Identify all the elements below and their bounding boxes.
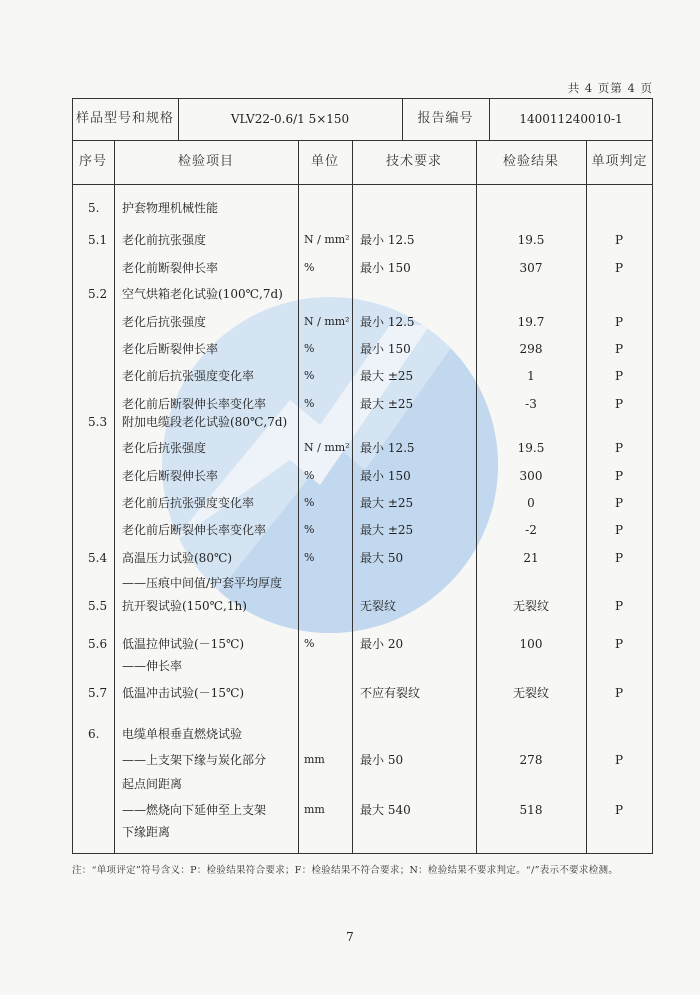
row-result: 1 (527, 369, 535, 383)
row-result: 19.5 (517, 441, 545, 455)
row-requirement: 不应有裂纹 (360, 686, 421, 700)
row-result: 300 (519, 469, 543, 483)
divider (72, 140, 653, 141)
row-unit: % (304, 637, 315, 650)
row-unit: N / mm² (304, 441, 350, 454)
row-requirement: 最大 50 (360, 551, 404, 565)
row-result: 518 (519, 803, 543, 817)
row-verdict: P (614, 261, 624, 275)
row-result: 19.7 (517, 315, 545, 329)
row-verdict: P (614, 441, 624, 455)
page-counter: 共 4 页第 4 页 (567, 81, 653, 95)
row-requirement: 最大 ±25 (360, 496, 414, 510)
row-verdict: P (614, 496, 624, 510)
row-item: 老化前后断裂伸长率变化率 (122, 397, 267, 411)
row-result: 0 (527, 496, 535, 510)
row-verdict: P (614, 551, 624, 565)
column-header: 单项判定 (591, 154, 648, 169)
row-requirement: 最大 ±25 (360, 369, 414, 383)
row-item: 高温压力试验(80℃) (122, 551, 233, 565)
row-requirement: 无裂纹 (360, 599, 397, 613)
row-item: 护套物理机械性能 (122, 201, 219, 215)
column-header: 检验结果 (502, 154, 559, 169)
row-unit: % (304, 551, 315, 564)
row-unit: N / mm² (304, 315, 350, 328)
model-label: 样品型号和规格 (75, 111, 174, 126)
row-item: 起点间距离 (122, 777, 183, 791)
divider (114, 140, 115, 854)
row-item: 老化后抗张强度 (122, 441, 207, 455)
row-item: ——伸长率 (122, 659, 183, 673)
row-item: 老化后断裂伸长率 (122, 469, 219, 483)
row-verdict: P (614, 523, 624, 537)
row-number: 5.3 (88, 415, 108, 429)
row-item: ——压痕中间值/护套平均厚度 (122, 576, 283, 590)
row-verdict: P (614, 397, 624, 411)
row-verdict: P (614, 753, 624, 767)
row-item: 附加电缆段老化试验(80℃,7d) (122, 415, 288, 429)
row-requirement: 最小 20 (360, 637, 404, 651)
row-verdict: P (614, 686, 624, 700)
row-result: 278 (519, 753, 543, 767)
row-item: 老化前断裂伸长率 (122, 261, 219, 275)
row-number: 5.6 (88, 637, 108, 651)
divider (72, 184, 653, 185)
report-label: 报告编号 (417, 111, 474, 126)
row-number: 5.4 (88, 551, 108, 565)
row-requirement: 最小 12.5 (360, 315, 415, 329)
row-unit: mm (304, 803, 325, 816)
row-unit: % (304, 469, 315, 482)
row-verdict: P (614, 599, 624, 613)
row-number: 5.5 (88, 599, 108, 613)
row-unit: % (304, 342, 315, 355)
divider (352, 140, 353, 854)
row-number: 5. (88, 201, 100, 215)
row-unit: % (304, 397, 315, 410)
row-item: 老化后断裂伸长率 (122, 342, 219, 356)
row-unit: % (304, 523, 315, 536)
row-requirement: 最小 50 (360, 753, 404, 767)
row-requirement: 最大 ±25 (360, 523, 414, 537)
row-item: 电缆单根垂直燃烧试验 (122, 727, 243, 741)
row-result: -3 (525, 397, 537, 411)
row-result: 无裂纹 (512, 599, 549, 613)
row-requirement: 最大 ±25 (360, 397, 414, 411)
row-item: ——上支架下缘与炭化部分 (122, 753, 267, 767)
row-verdict: P (614, 469, 624, 483)
row-item: 低温冲击试验(－15℃) (122, 686, 245, 700)
row-requirement: 最小 150 (360, 261, 411, 275)
row-number: 5.7 (88, 686, 108, 700)
divider (298, 140, 299, 854)
row-item: 老化前后抗张强度变化率 (122, 369, 255, 383)
row-unit: % (304, 261, 315, 274)
row-number: 5.1 (88, 233, 108, 247)
row-item: ——燃烧向下延伸至上支架 (122, 803, 267, 817)
row-item: 老化前抗张强度 (122, 233, 207, 247)
row-requirement: 最小 12.5 (360, 441, 415, 455)
row-item: 低温拉伸试验(－15℃) (122, 637, 245, 651)
page-number: 7 (346, 930, 354, 944)
column-header: 序号 (78, 154, 107, 169)
row-result: 307 (519, 261, 543, 275)
footnote: 注：“单项评定”符号含义：P：检验结果符合要求；F：检验结果不符合要求；N：检验结果不要求判定。“/”表示不要求检测。 (72, 865, 619, 876)
row-verdict: P (614, 315, 624, 329)
row-verdict: P (614, 369, 624, 383)
row-result: 无裂纹 (512, 686, 549, 700)
row-item: 抗开裂试验(150℃,1h) (122, 599, 247, 613)
row-result: 298 (519, 342, 543, 356)
row-item: 老化前后断裂伸长率变化率 (122, 523, 267, 537)
row-verdict: P (614, 233, 624, 247)
row-item: 下缘距离 (122, 825, 171, 839)
row-verdict: P (614, 342, 624, 356)
row-item: 老化前后抗张强度变化率 (122, 496, 255, 510)
column-header: 检验项目 (177, 154, 234, 169)
row-verdict: P (614, 637, 624, 651)
row-unit: % (304, 369, 315, 382)
row-number: 5.2 (88, 287, 108, 301)
row-item: 老化后抗张强度 (122, 315, 207, 329)
column-header: 单位 (310, 154, 339, 169)
report-table (72, 98, 653, 854)
row-result: 100 (519, 637, 543, 651)
row-requirement: 最小 150 (360, 469, 411, 483)
row-result: -2 (525, 523, 537, 537)
row-unit: N / mm² (304, 233, 350, 246)
row-requirement: 最小 12.5 (360, 233, 415, 247)
row-result: 19.5 (517, 233, 545, 247)
report-value: 140011240010-1 (519, 112, 623, 126)
column-header: 技术要求 (385, 154, 442, 169)
row-unit: % (304, 496, 315, 509)
row-verdict: P (614, 803, 624, 817)
model-value: VLV22-0.6/1 5×150 (230, 112, 350, 126)
row-item: 空气烘箱老化试验(100℃,7d) (122, 287, 283, 301)
row-unit: mm (304, 753, 325, 766)
row-result: 21 (523, 551, 539, 565)
row-requirement: 最大 540 (360, 803, 411, 817)
row-requirement: 最小 150 (360, 342, 411, 356)
row-number: 6. (88, 727, 100, 741)
